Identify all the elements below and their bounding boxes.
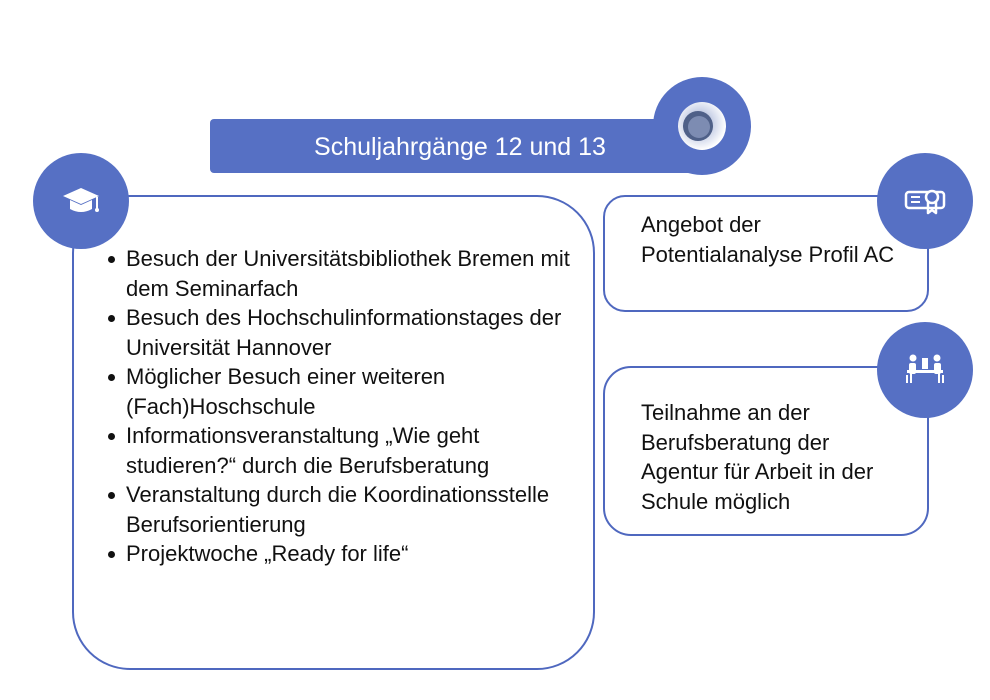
list-item [105, 421, 575, 480]
bullet-icon [108, 374, 115, 381]
meeting-icon [877, 322, 973, 418]
list-item-label: Möglicher Besuch einer weiteren (Fach)Hoschschule [126, 364, 446, 419]
list-item-label: Besuch des Hochschulinformationstages der Universität Hannover [126, 305, 562, 360]
list-item [105, 303, 575, 362]
banner-title: Schuljahrgänge 12 und 13 [314, 133, 606, 161]
bullet-icon [108, 492, 115, 499]
bullet-icon [108, 315, 115, 322]
bullet-icon [108, 256, 115, 263]
bullet-icon [108, 433, 115, 440]
list-item [105, 480, 575, 539]
potential-analysis-text: Angebot der Potentialanalyse Profil AC [641, 212, 895, 267]
list-item [105, 244, 575, 303]
list-item-label: Veranstaltung durch die Koordinationsstelle Berufsorientierung [126, 482, 550, 537]
list-item-label: Besuch der Universitätsbibliothek Bremen mit dem Seminarfach [126, 246, 570, 301]
bullet-icon [108, 551, 115, 558]
list-item-label: Projektwoche „Ready for life“ [126, 541, 409, 566]
graduation-cap-icon [33, 153, 129, 249]
activities-list [105, 244, 575, 569]
list-item [105, 362, 575, 421]
graduation-badge [33, 153, 129, 249]
meeting-badge [877, 322, 973, 418]
list-item [105, 539, 575, 569]
career-counseling-text: Teilnahme an der Berufsberatung der Agentur für Arbeit in der Schule möglich [641, 400, 874, 514]
list-item-label: Informationsveranstaltung „Wie geht studieren?“ durch die Berufsberatung [126, 423, 490, 478]
